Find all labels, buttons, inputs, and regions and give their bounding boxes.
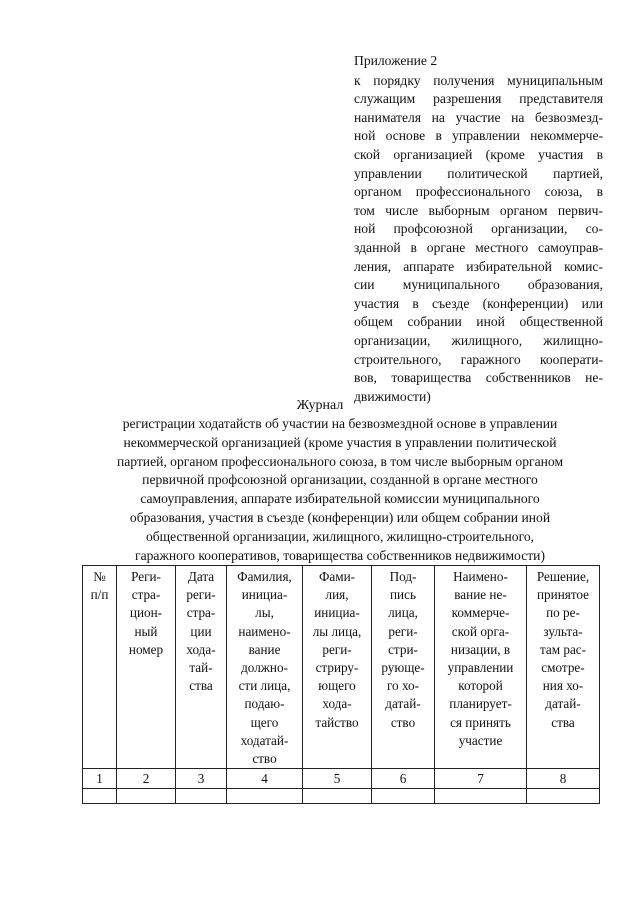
header-line: вание не- [454,587,507,603]
header-line: наимено- [238,623,291,639]
appendix-block [354,52,603,406]
header-line: управлении [447,660,514,676]
column-number: 6 [372,769,435,789]
header-line: датай- [545,696,581,712]
appendix-line: участия в съезде (конференции) или [354,295,603,311]
header-cell-decision [527,566,600,769]
header-line: хода- [322,696,352,712]
header-line: датай- [385,696,421,712]
table-header-row [83,566,600,769]
header-line: инициа- [241,587,288,603]
header-line: Наимено- [453,569,508,584]
header-line: ния хо- [542,678,584,694]
header-line: тайство [315,714,359,730]
header-line: участие [458,732,503,748]
appendix-line: зданной в органе местного самоуправ- [354,239,603,255]
header-line: ся принять [450,714,511,730]
journal-title: Журнал [296,398,344,413]
appendix-line: вов, товарищества собственников не- [354,370,603,386]
empty-cell [83,789,117,804]
journal-line: партией, органом профессионального союза, в том числе выборным органом [116,453,564,469]
header-line: ской орга- [451,623,510,639]
header-line: вание [248,641,281,657]
header-line: ство [390,714,416,730]
empty-cell [227,789,303,804]
appendix-line: управлении политической партией, [354,165,603,181]
header-line: пись [390,587,416,603]
appendix-line: ной основе в управлении некоммерче- [354,128,603,144]
header-line: лы, [255,605,274,621]
header-line: ство [252,751,277,767]
appendix-line: органом профессионального союза, в [354,184,603,200]
empty-cell [435,789,527,804]
header-line: стра- [186,605,216,621]
header-line: п/п [90,587,109,603]
header-line: инициа- [314,605,360,621]
header-line: ный [134,623,158,639]
header-cell-registrar-name [303,566,372,769]
header-line: го хо- [386,678,420,694]
header-cell-registrar-signature [372,566,435,769]
appendix-line: движимости) [354,388,431,404]
column-number: 1 [83,769,117,789]
header-line: ции [190,623,212,639]
column-number: 2 [117,769,176,789]
header-line: Под- [389,569,417,584]
header-line: по ре- [546,605,580,621]
header-line: стра- [131,587,161,603]
journal-line: гаражного кооперативов, товарищества собственников недвижимости) [135,547,545,563]
empty-cell [176,789,227,804]
appendix-line: сии муниципального образования, [354,277,603,293]
appendix-line: служащим разрешения представителя [354,91,603,107]
header-line: лы лица, [312,623,362,639]
journal-line: некоммерческой организацией (кроме участия в управлении политической [123,434,557,450]
header-line: ходатай- [240,732,289,748]
column-number: 8 [527,769,600,789]
header-line: цион- [129,605,163,621]
header-line: рующе- [381,660,425,676]
header-line: Дата [187,569,215,584]
table-number-row [83,769,600,789]
registration-table [82,565,600,804]
appendix-line: строительного, гаражного кооперати- [354,351,603,367]
header-line: номер [128,641,164,657]
header-line: лия, [325,587,349,603]
table-empty-row [83,789,600,804]
appendix-line: ной профсоюзной организации, со- [354,221,603,237]
empty-cell [527,789,600,804]
empty-cell [303,789,372,804]
appendix-line: организации, жилищного, жилищно- [354,332,603,348]
column-number: 5 [303,769,372,789]
header-cell-registration-number [117,566,176,769]
journal-line: регистрации ходатайств об участии на безвозмездной основе в управлении [122,416,558,431]
journal-subtitle [70,415,610,565]
appendix-line: том числе выборным органом первич- [354,202,603,218]
journal-line: общественной организации, жилищного, жилищно-строительного, [145,528,535,544]
header-line: там рас- [539,641,587,657]
appendix-text [354,72,603,407]
journal-line: самоуправления, аппарате избирательной комиссии муниципального [140,491,540,507]
journal-line: образования, участия в съезде (конференции) или общем собрании иной [129,509,551,525]
header-line: зульта- [543,623,583,639]
header-line: реги- [186,587,216,603]
header-line: ства [189,678,213,694]
header-line: ства [551,714,575,730]
appendix-line: общем собрании иной общественной [354,314,603,330]
header-line: низации, в [450,641,511,657]
header-line: хода- [186,641,216,657]
header-line: лица, [388,605,418,621]
header-cell-organization-name [435,566,527,769]
header-line: Фами- [318,569,356,584]
empty-cell [372,789,435,804]
header-cell-number [83,566,117,769]
header-line: планирует- [449,696,512,712]
header-line: подаю- [244,696,285,712]
header-line: которой [458,678,503,694]
header-line: принятое [536,587,590,603]
header-line: стриру- [315,660,359,676]
header-line: Фамилия, [237,569,292,584]
appendix-line: ления, аппарате избирательной комис- [354,258,603,274]
header-line: должно- [241,660,288,676]
header-line: ющего [318,678,356,694]
header-line: тай- [189,660,213,676]
header-line: сти лица, [238,678,291,694]
header-line: реги- [322,641,352,657]
column-number: 7 [435,769,527,789]
column-number: 4 [227,769,303,789]
header-line: № [93,569,106,584]
appendix-line: ской организацией (кроме участия в [354,146,603,162]
header-line: Решение, [536,569,590,584]
header-line: Реги- [131,569,161,584]
journal-line: первичной профсоюзной организации, созданной в органе местного [142,472,538,488]
header-line: смотре- [541,660,585,676]
header-cell-applicant-name [227,566,303,769]
header-line: реги- [388,623,418,639]
empty-cell [117,789,176,804]
appendix-line: нанимателя на участие на безвозмезд- [354,109,603,125]
appendix-title: Приложение 2 [354,53,438,68]
appendix-line: к порядку получения муниципальным [354,72,603,88]
header-line: коммерче- [451,605,510,621]
header-cell-registration-date [176,566,227,769]
header-line: щего [250,714,279,730]
header-line: стри- [388,641,418,657]
column-number: 3 [176,769,227,789]
